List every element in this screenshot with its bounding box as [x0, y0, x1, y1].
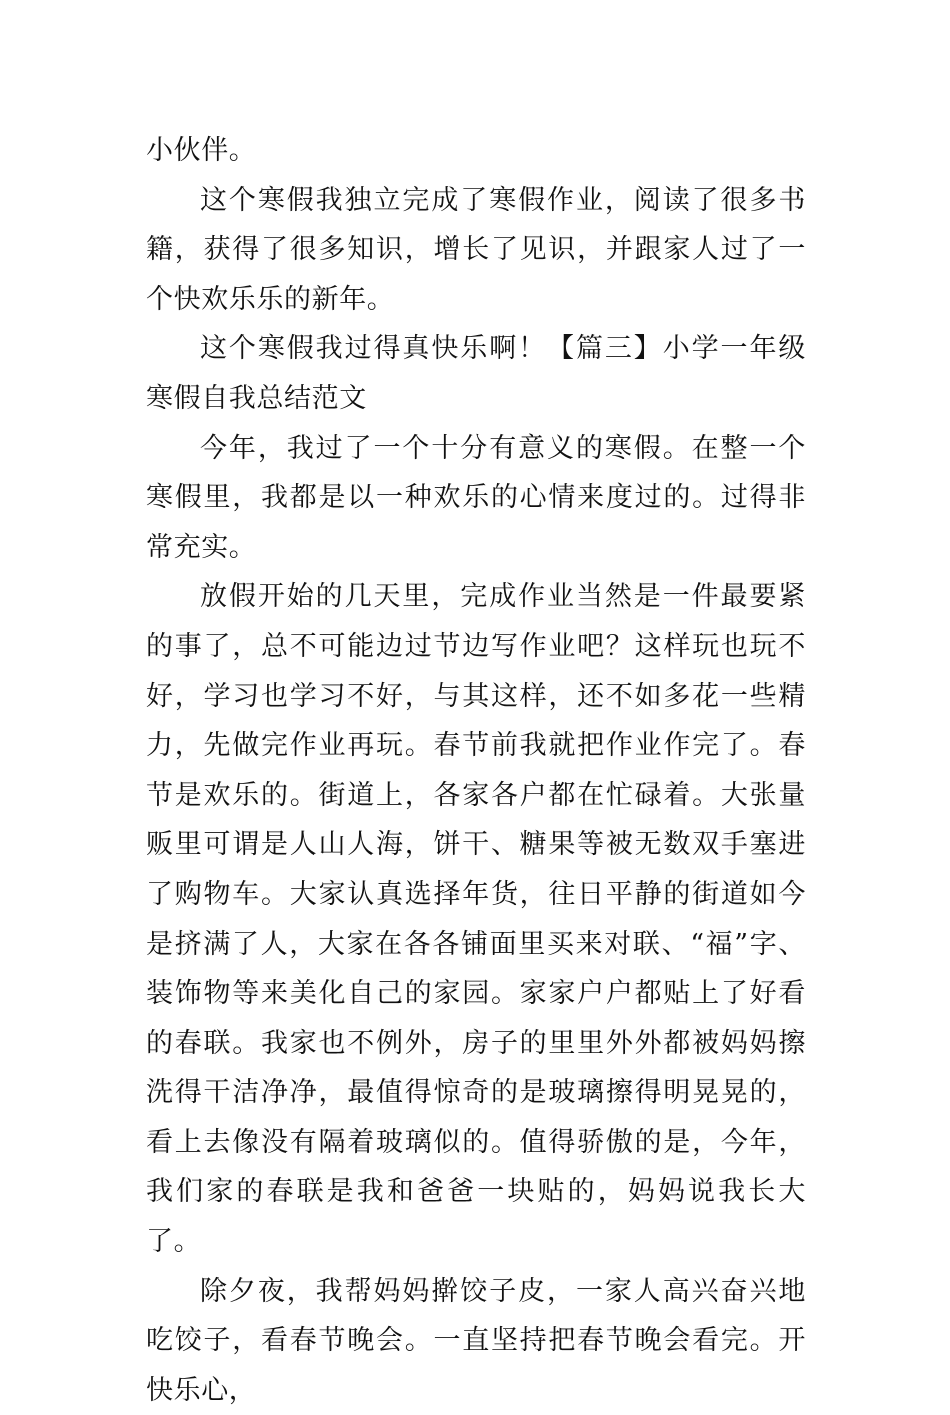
paragraph-6: 除夕夜，我帮妈妈擀饺子皮，一家人高兴奋兴地吃饺子，看春节晚会。一直坚持把春节晚会看完。开快乐心， — [146, 1275, 806, 1406]
document-body — [146, 126, 806, 1415]
paragraph-2: 这个寒假我独立完成了寒假作业，阅读了很多书籍，获得了很多知识，增长了见识，并跟家人过了一个快欢乐乐的新年。 — [146, 184, 806, 315]
paragraph-3: 这个寒假我过得真快乐啊！【篇三】小学一年级寒假自我总结范文 — [146, 333, 806, 414]
paragraph-4: 今年，我过了一个十分有意义的寒假。在整一个寒假里，我都是以一种欢乐的心情来度过的。过得非常充实。 — [146, 432, 806, 563]
paragraph-5: 放假开始的几天里，完成作业当然是一件最要紧的事了，总不可能边过节边写作业吧？这样玩也玩不好，学习也学习不好，与其这样，还不如多花一些精力，先做完作业再玩。春节前我就把作业作完了。春节是欢乐的。街道上，各家各户都在忙碌着。大张量贩里可谓是人山人海，饼干、糖果等被无数双手塞进了购物车。大家认真选择年货，往日平静的街道如今是挤满了人，大家在各各铺面里买来对联、“福”字、装饰物等来美化自己的家园。家家户户都贴上了好看的春联。我家也不例外，房子的里里外外都被妈妈擦洗得干洁净净，最值得惊奇的是玻璃擦得明晃晃的，看上去像没有隔着玻璃似的。值得骄傲的是，今年，我们家的春联是我和爸爸一块贴的，妈妈说我长大了。 — [146, 581, 806, 1258]
paragraph-1: 小伙伴。 — [146, 135, 257, 166]
